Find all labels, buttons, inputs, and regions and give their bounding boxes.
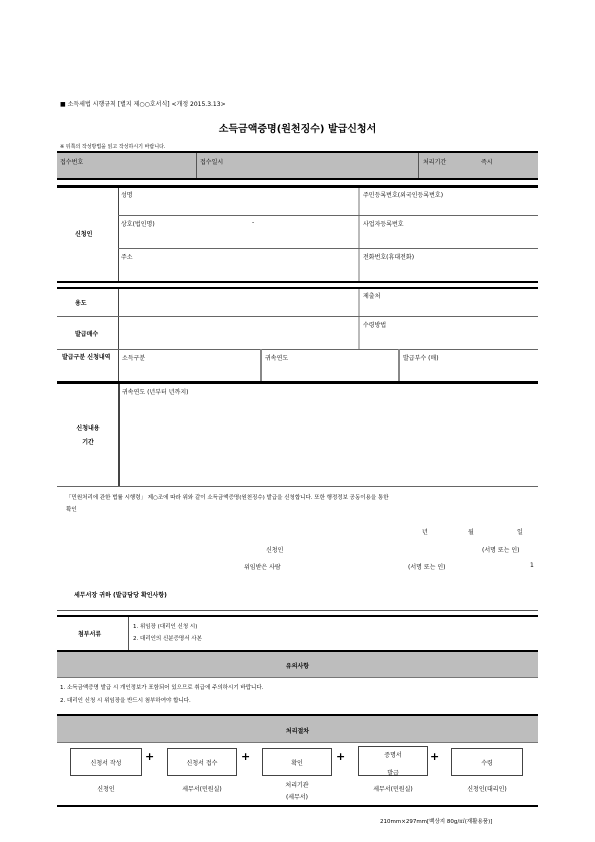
form-reference-note: ■ 소득세법 시행규칙 [별지 제○○호서식] <개정 2015.3.13>: [60, 101, 226, 108]
declaration-text-2: 확인: [66, 507, 77, 513]
step-write-box: 신청서 작성: [70, 748, 142, 776]
request-content-label: 신청내용 기간: [76, 425, 100, 446]
step-caption: 신청인(대리인): [467, 786, 507, 793]
attachments-label: 첨부서류: [78, 631, 102, 638]
instruction-note: ※ 뒤쪽의 작성방법을 읽고 작성하시기 바랍니다.: [60, 144, 166, 150]
phone-label: 전화번호(휴대전화): [363, 254, 415, 261]
applicant-section-label: 신청인: [75, 231, 93, 238]
agent-label: 위임받은 사람: [244, 564, 281, 571]
plus-icon: +: [241, 750, 251, 763]
count-label: 발급매수: [75, 331, 99, 338]
issue-type-label: 발급구분 신청내역: [62, 354, 111, 361]
declaration-text: 「민원처리에 관한 법률 시행령」 제○조에 따라 위와 같이 소득금액증명(원천징수) 발급을 신청합니다. 또한 행정정보 공동이용을 통한: [66, 495, 389, 501]
address-label: 주소: [121, 254, 133, 261]
income-type-label: 소득구분: [122, 355, 146, 362]
phone-field[interactable]: [363, 262, 535, 278]
plus-icon: +: [145, 750, 155, 763]
date-month: 월: [468, 529, 474, 536]
agent-signature-mark: 1: [530, 562, 534, 569]
step-check-box: 확인: [262, 748, 332, 776]
office-addressee: 세무서장 귀하 (발급담당 확인사항): [74, 592, 167, 599]
request-content-field[interactable]: [122, 398, 534, 482]
receipt-method-label: 수령방법: [363, 322, 387, 329]
plus-icon: +: [336, 750, 346, 763]
step-issue-box: 증명서 발급: [358, 746, 428, 776]
name-label: 성명: [121, 192, 133, 199]
paper-spec: 210mm×297mm[백상지 80g/㎡(재활용품)]: [380, 819, 493, 825]
receipt-number-label: 접수번호: [60, 159, 84, 166]
step-collect-box: 수령: [451, 748, 523, 776]
company-label: 상호(법인명): [121, 221, 155, 228]
purpose-field[interactable]: [121, 291, 356, 314]
applicant-signature[interactable]: (서명 또는 인): [482, 547, 520, 554]
count-field[interactable]: [121, 320, 356, 346]
copies-label: 발급부수 (매): [403, 355, 439, 362]
company-field[interactable]: [121, 229, 356, 245]
business-number-field[interactable]: [363, 229, 535, 245]
attachment-item: 1. 위임장 (대리인 신청 시): [133, 624, 198, 630]
processing-period-value: 즉시: [481, 159, 493, 166]
company-dash: -: [252, 219, 255, 226]
step-receive-box: 신청서 접수: [167, 748, 237, 776]
step-caption: 처리기관: [285, 782, 309, 789]
step-caption-sub: (세무서): [285, 794, 309, 801]
rrn-label: 주민등록번호(외국인등록번호): [363, 192, 444, 199]
submit-to-label: 제출처: [363, 293, 381, 300]
receipt-date-label: 접수일시: [200, 159, 224, 166]
name-field[interactable]: [121, 200, 356, 213]
business-number-label: 사업자등록번호: [363, 221, 404, 228]
applicant-sign-label: 신청인: [266, 547, 284, 554]
date-day: 일: [517, 529, 523, 536]
note-item: 1. 소득금액증명 발급 시 개인정보가 포함되어 있으므로 취급에 주의하시기 바랍니다.: [60, 685, 264, 691]
attachment-item: 2. 대리인의 신분증명서 사본: [133, 636, 202, 642]
receipt-row: [57, 153, 538, 178]
plus-icon: +: [430, 750, 440, 763]
period-content-label: 귀속연도 (년부터 년까지): [122, 389, 189, 396]
attribution-year-label: 귀속연도: [265, 355, 289, 362]
process-title: 처리절차: [285, 728, 310, 735]
date-year: 년: [422, 529, 428, 536]
rrn-field[interactable]: [363, 200, 535, 213]
step-caption: 세무서(민원실): [373, 786, 413, 793]
purpose-label: 용도: [75, 300, 87, 307]
processing-period-label: 처리기간: [423, 159, 447, 166]
step-caption: 세무서(민원실): [182, 786, 222, 793]
agent-signature[interactable]: (서명 또는 인): [408, 564, 446, 571]
address-field[interactable]: [121, 262, 356, 278]
page-title: 소득금액증명(원천징수) 발급신청서: [218, 124, 377, 135]
notes-title: 유의사항: [285, 663, 310, 670]
note-item: 2. 대리인 신청 시 위임장을 반드시 첨부하여야 합니다.: [60, 698, 191, 704]
step-caption: 신청인: [97, 786, 115, 793]
